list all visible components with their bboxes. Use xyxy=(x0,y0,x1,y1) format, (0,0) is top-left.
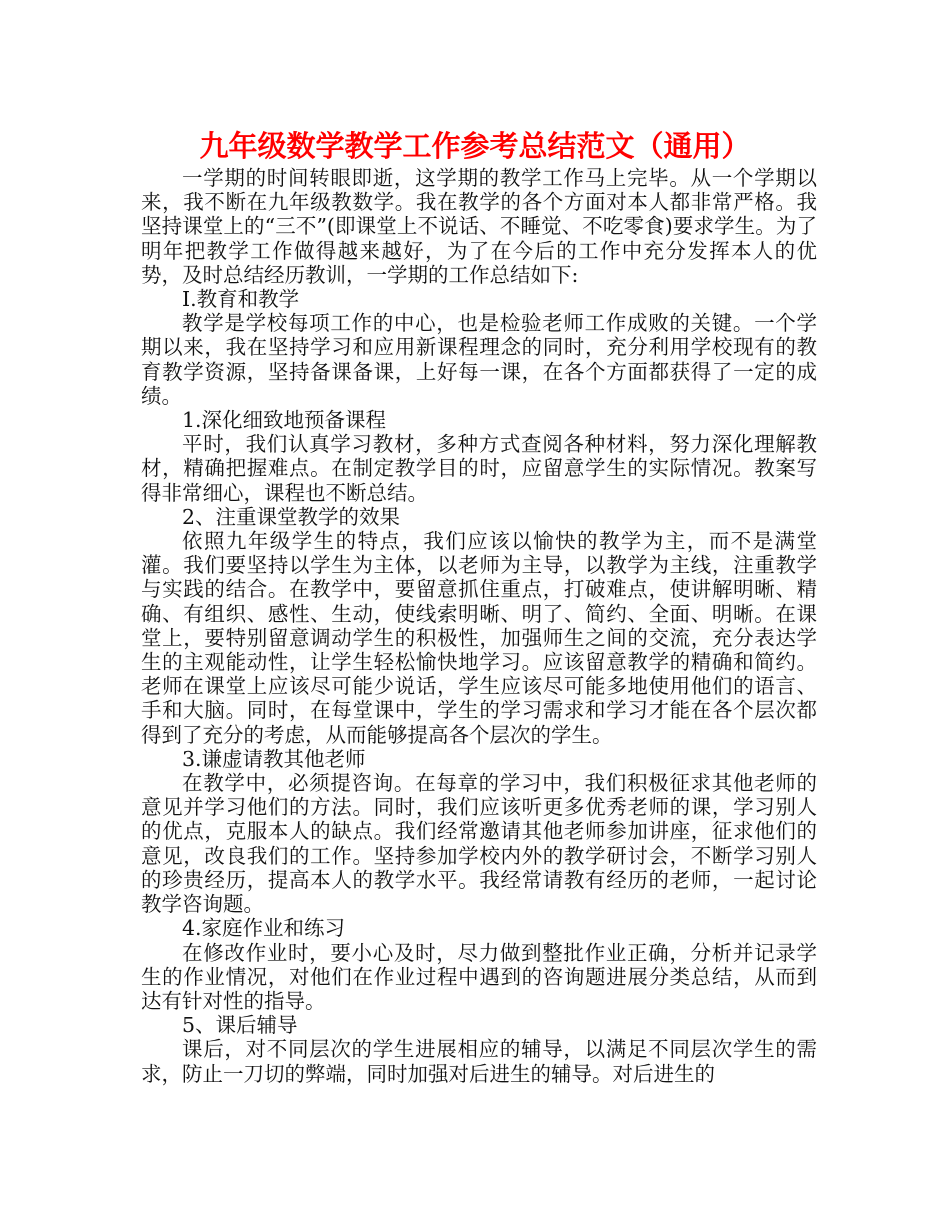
subsection-heading: 2、注重课堂教学的效果 xyxy=(182,504,401,529)
body-paragraph: 教学是学校每项工作的中心，也是检验老师工作成败的关键。一个学期以来，我在坚持学习和应用新课程理念的同时，充分利用学校现有的教育教学资源，坚持备课备课，上好每一课，在各个方面都获得了一定的成绩。 xyxy=(141,311,817,408)
intro-paragraph: 一学期的时间转眼即逝，这学期的教学工作马上完毕。从一个学期以来，我不断在九年级教数学。我在教学的各个方面对本人都非常严格。我坚持课堂上的“三不”(即课堂上不说话、不睡觉、不吃零食)要求学生。为了明年把教学工作做得越来越好，为了在今后的工作中充分发挥本人的优势，及时总结经历教训，一学期的工作总结如下: xyxy=(141,166,817,287)
body-paragraph: 课后，对不同层次的学生进展相应的辅导，以满足不同层次学生的需求，防止一刀切的弊端，同时加强对后进生的辅导。对后进生的 xyxy=(141,1037,817,1086)
subsection-heading: 1.深化细致地预备课程 xyxy=(182,408,387,433)
body-paragraph: 平时，我们认真学习教材，多种方式查阅各种材料，努力深化理解教材，精确把握难点。在制定教学目的时，应留意学生的实际情况。教案写得非常细心，课程也不断总结。 xyxy=(141,432,817,505)
subsection-heading: 3.谦虚请教其他老师 xyxy=(182,746,366,771)
document-body xyxy=(141,166,817,1086)
section-heading: Ⅰ.教育和教学 xyxy=(182,287,300,312)
body-paragraph: 在修改作业时，要小心及时，尽力做到整批作业正确，分析并记录学生的作业情况，对他们在作业过程中遇到的咨询题进展分类总结，从而到达有针对性的指导。 xyxy=(141,940,817,1013)
document-title: 九年级数学教学工作参考总结范文（通用） xyxy=(199,129,751,163)
body-paragraph: 依照九年级学生的特点，我们应该以愉快的教学为主，而不是满堂灌。我们要坚持以学生为主体，以老师为主导，以教学为主线，注重教学与实践的结合。在教学中，要留意抓住重点，打破难点，使讲解明晰、精确、有组织、感性、生动，使线索明晰、明了、简约、全面、明晰。在课堂上，要特别留意调动学生的积极性，加强师生之间的交流，充分表达学生的主观能动性，让学生轻松愉快地学习。应该留意教学的精确和简约。老师在课堂上应该尽可能少说话，学生应该尽可能多地使用他们的语言、手和大脑。同时，在每堂课中，学生的学习需求和学习才能在各个层次都得到了充分的考虑，从而能够提高各个层次的学生。 xyxy=(141,529,817,747)
subsection-heading: 5、课后辅导 xyxy=(182,1013,298,1038)
body-paragraph: 在教学中，必须提咨询。在每章的学习中，我们积极征求其他老师的意见并学习他们的方法。同时，我们应该听更多优秀老师的课，学习别人的优点，克服本人的缺点。我们经常邀请其他老师参加讲座，征求他们的意见，改良我们的工作。坚持参加学校内外的教学研讨会，不断学习别人的珍贵经历，提高本人的教学水平。我经常请教有经历的老师，一起讨论教学咨询题。 xyxy=(141,771,817,917)
subsection-heading: 4.家庭作业和练习 xyxy=(182,916,346,941)
